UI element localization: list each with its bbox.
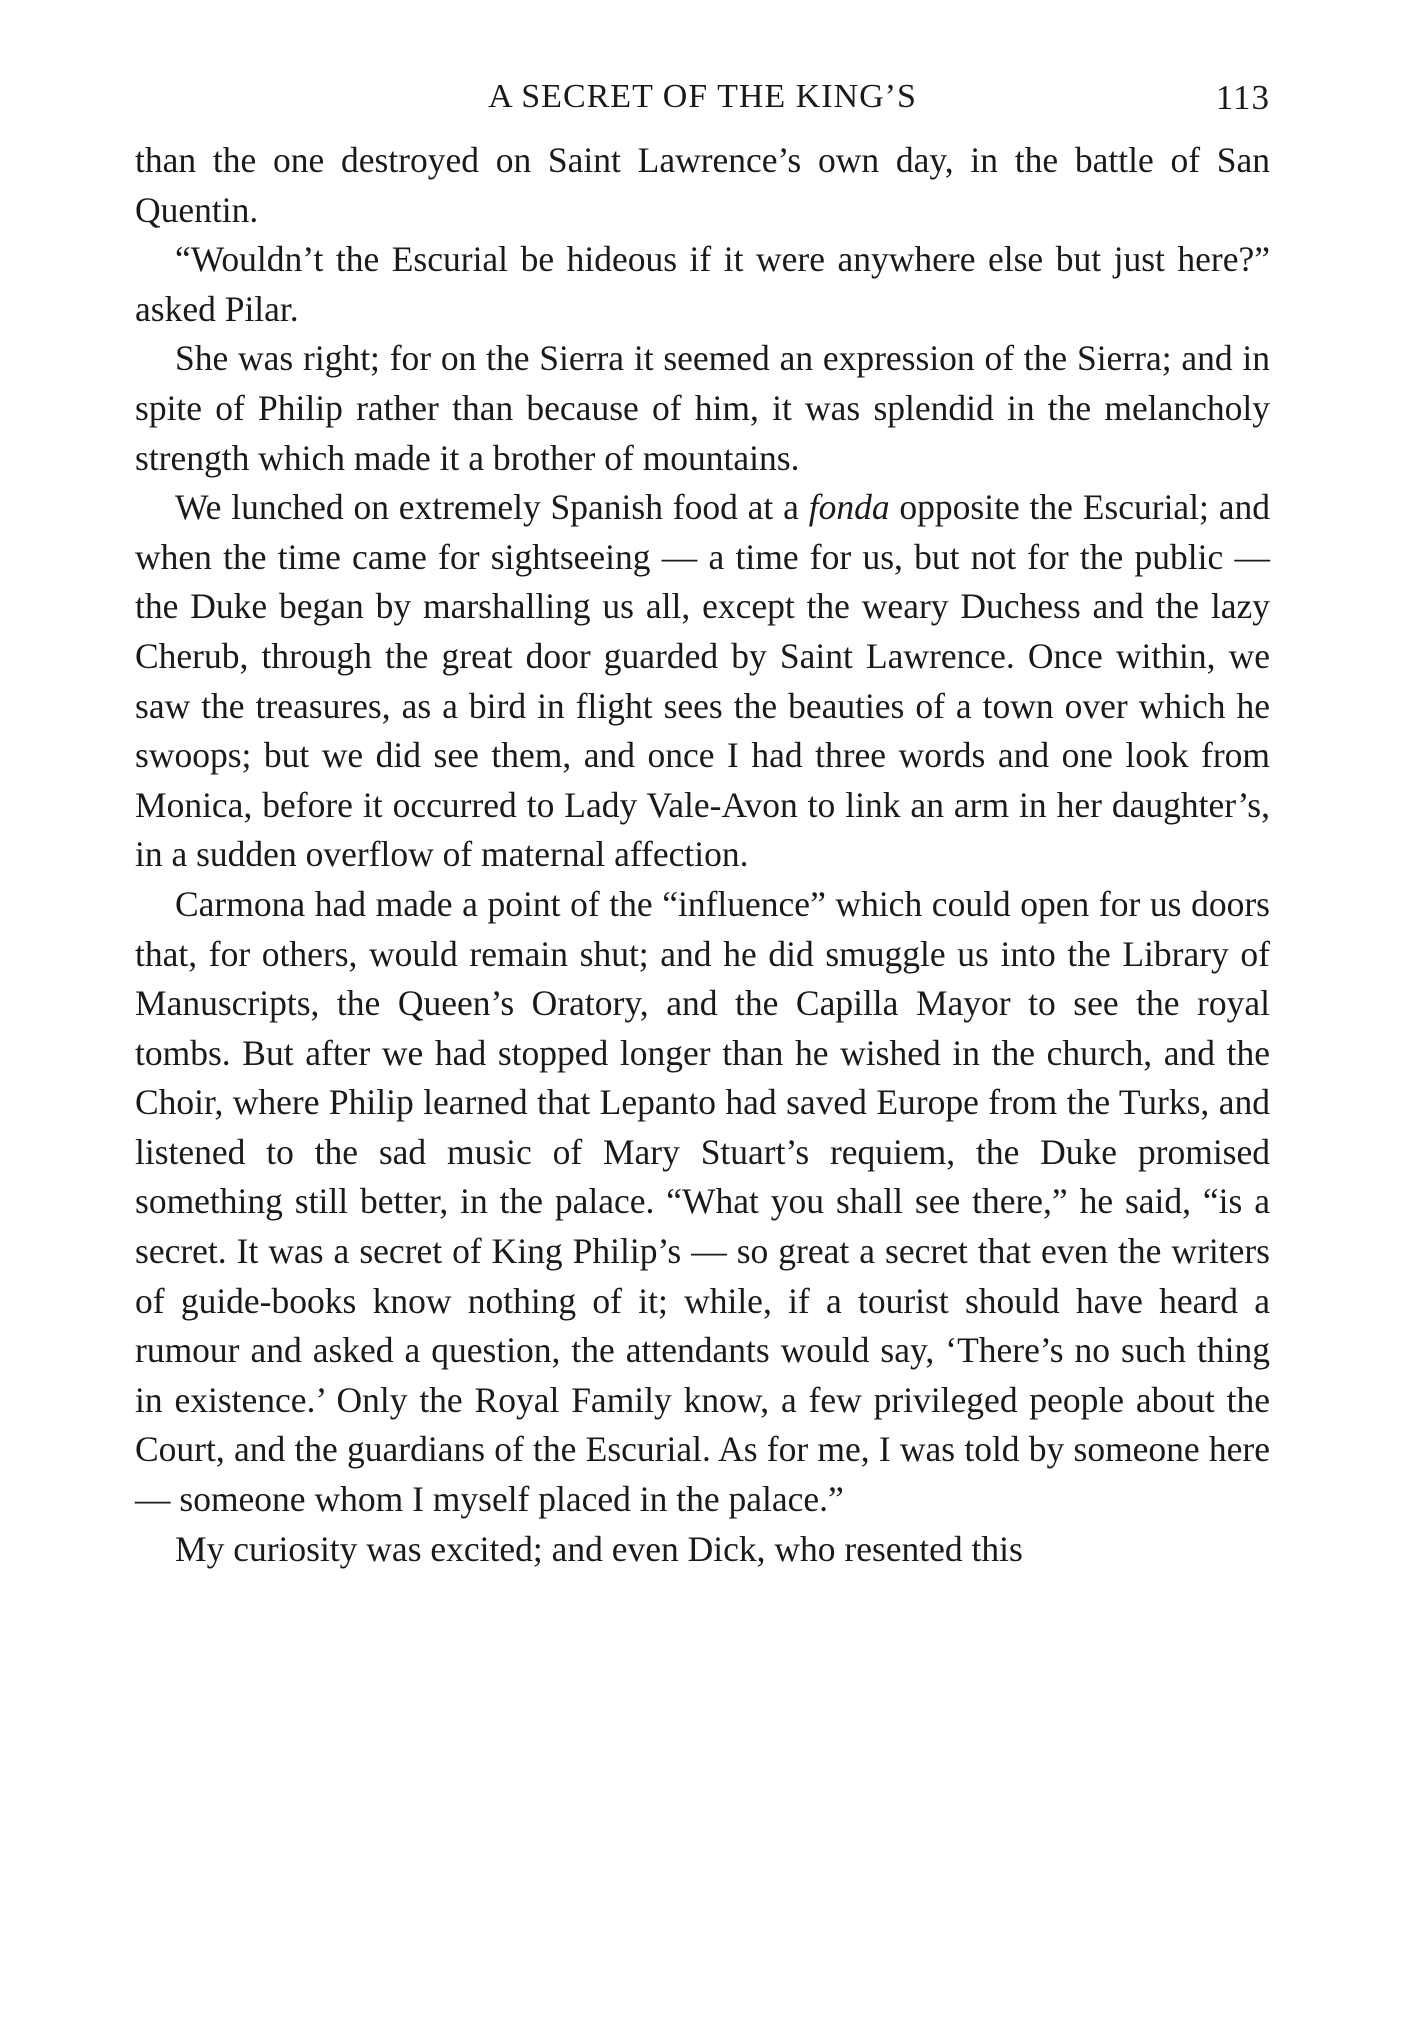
text-segment: Carmona had made a point of the “influence” which could open for us doors that, for others, would remain shut; and he did smuggle us into the Library of Manuscripts, the Queen’s Oratory, and the Capilla Mayor to see the royal tombs. But after we had stopped longer than he wished in the church, and the Choir, where Philip learned that Lepanto had saved Europe from the Turks, and listened to the sad music of Mary Stuart’s requiem, the Duke promised something still better, in the palace. “What you shall see there,” he said, “is a secret. It was a secret of King Philip’s — so great a secret that even the writers of guide-books know nothing of it; while, if a tourist should have heard a rumour and asked a question, the attendants would say, ‘There’s no such thing in existence.’ Only the Royal Family know, a few privileged people about the Court, and the guardians of the Escurial. As for me, I was told by someone here — someone whom I myself placed in the palace.” — [135, 883, 1270, 1520]
running-title: A SECRET OF THE KING’S — [488, 78, 917, 115]
running-head — [135, 78, 1270, 136]
paragraph — [135, 136, 1270, 235]
italic-word: fonda — [808, 487, 890, 528]
body-text — [135, 136, 1270, 1574]
text-segment: opposite the Escurial; and when the time came for sightseeing — a time for us, but not for the public — the Duke began by marshalling us all, except the weary Duchess and the lazy Cherub, through the great door guarded by Saint Lawrence. Once within, we saw the treasures, as a bird in flight sees the beauties of a town over which he swoops; but we did see them, and once I had three words and one look from Monica, before it occurred to Lady Vale-Avon to link an arm in her daughter’s, in a sudden overflow of maternal affection. — [135, 487, 1270, 875]
text-segment: She was right; for on the Sierra it seemed an expression of the Sierra; and in spite of Philip rather than because of him, it was splendid in the melancholy strength which made it a brother of mountains. — [135, 338, 1270, 478]
text-segment: than the one destroyed on Saint Lawrence’s own day, in the battle of San Quentin. — [135, 140, 1270, 230]
paragraph — [135, 334, 1270, 483]
paragraph — [135, 880, 1270, 1525]
text-segment: We lunched on extremely Spanish food at a — [175, 487, 809, 528]
text-segment: “Wouldn’t the Escurial be hideous if it were anywhere else but just here?” asked Pilar. — [135, 239, 1270, 329]
text-segment: My curiosity was excited; and even Dick, who resented this — [175, 1528, 1023, 1569]
paragraph — [135, 235, 1270, 334]
paragraph — [135, 1525, 1270, 1575]
page-number: 113 — [1215, 78, 1270, 117]
paragraph — [135, 483, 1270, 880]
book-page — [135, 78, 1270, 1574]
